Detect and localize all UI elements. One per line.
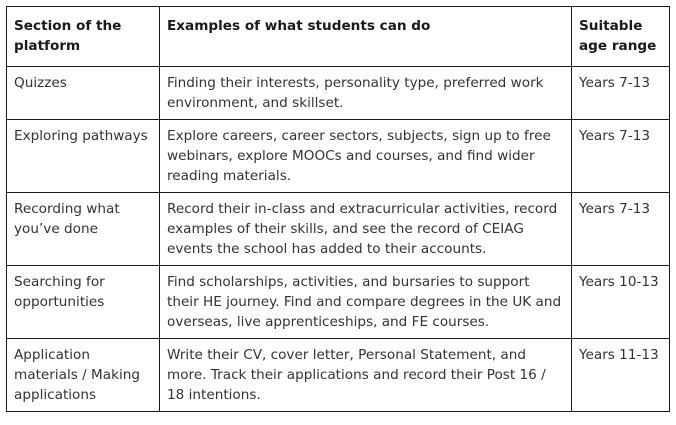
header-examples: Examples of what students can do [160,7,572,67]
section-cell: Quizzes [7,67,160,120]
table-row [7,339,670,412]
examples-cell: Find scholarships, activities, and bursaries to support their HE journey. Find and compare degrees in the UK and overseas, live apprenticeships, and FE courses. [160,266,572,339]
age-range-cell: Years 7-13 [572,67,670,120]
header-row [7,7,670,67]
examples-cell: Write their CV, cover letter, Personal Statement, and more. Track their applications and record their Post 16 / 18 intentions. [160,339,572,412]
section-cell: Searching for opportunities [7,266,160,339]
age-range-cell: Years 10-13 [572,266,670,339]
table-row [7,120,670,193]
section-cell: Recording what you’ve done [7,193,160,266]
header-age-range: Suitable age range [572,7,670,67]
age-range-cell: Years 11-13 [572,339,670,412]
examples-cell: Finding their interests, personality type, preferred work environment, and skillset. [160,67,572,120]
platform-sections-table [6,6,670,412]
section-cell: Application materials / Making applications [7,339,160,412]
section-cell: Exploring pathways [7,120,160,193]
header-section: Section of the platform [7,7,160,67]
table-row [7,67,670,120]
table-row [7,193,670,266]
age-range-cell: Years 7-13 [572,193,670,266]
examples-cell: Record their in-class and extracurricular activities, record examples of their skills, and see the record of CEIAG events the school has added to their accounts. [160,193,572,266]
age-range-cell: Years 7-13 [572,120,670,193]
table-row [7,266,670,339]
examples-cell: Explore careers, career sectors, subjects, sign up to free webinars, explore MOOCs and courses, and find wider reading materials. [160,120,572,193]
